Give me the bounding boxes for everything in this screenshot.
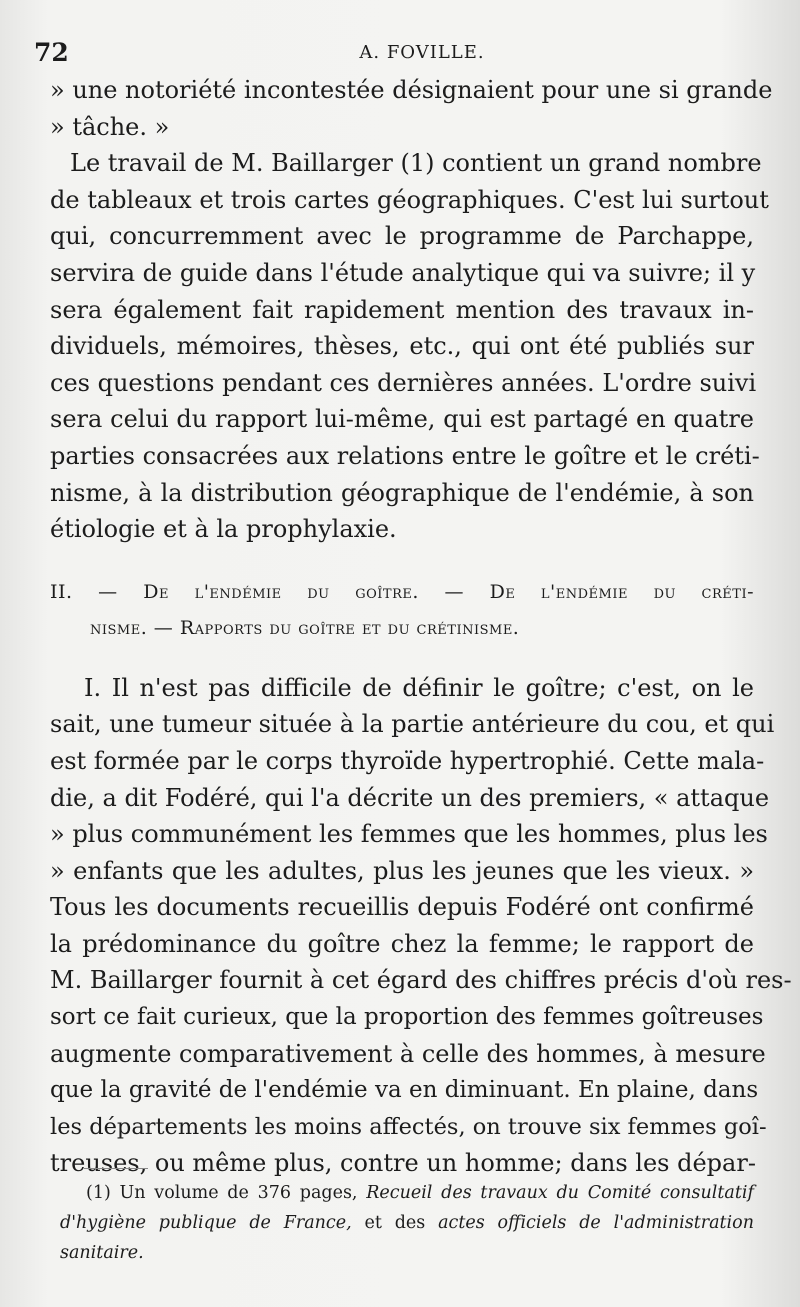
text-line: M. Baillarger fournit à cet égard des chiffres précis d'où res- [50, 966, 792, 995]
footnote-text: Un volume de 376 pages, [119, 1183, 358, 1203]
text-line: sera également fait rapidement mention des travaux in- [50, 295, 754, 324]
footnote-rule [84, 1168, 148, 1169]
page-header [34, 38, 770, 72]
text-line: treuses, ou même plus, contre un homme; dans les dépar- [50, 1149, 756, 1178]
text-line: sait, une tumeur située à la partie antérieure du cou, et qui [50, 710, 775, 739]
text-line: sort ce fait curieux, que la proportion des femmes goîtreuses [50, 1004, 764, 1031]
text-line: est formée par le corps thyroïde hypertrophié. Cette mala- [50, 746, 765, 775]
footnote [60, 1178, 754, 1268]
text-line: que la gravité de l'endémie va en diminuant. En plaine, dans [50, 1077, 759, 1104]
text-line: dividuels, mémoires, thèses, etc., qui ont été publiés sur [50, 332, 754, 361]
text-line: » plus communément les femmes que les hommes, plus les [50, 820, 768, 849]
text-line: die, a dit Fodéré, qui l'a décrite un des premiers, « attaque [50, 783, 770, 812]
text-line: parties consacrées aux relations entre le goître et le créti- [50, 441, 760, 470]
footnote-line [60, 1238, 754, 1268]
paragraph-continuation [50, 72, 773, 145]
text-line: sera celui du rapport lui-même, qui est partagé en quatre [50, 405, 754, 434]
footnote-title: d'hygiène publique de France, [60, 1213, 352, 1233]
text-line: I. Il n'est pas difficile de définir le goître; c'est, on le [84, 673, 754, 702]
spacer [50, 646, 754, 670]
footnote-line [60, 1178, 754, 1208]
footnote-title: actes officiels de l'administration [438, 1213, 754, 1233]
text-line: de tableaux et trois cartes géographiques. C'est lui surtout [50, 185, 769, 214]
footnote-title: sanitaire. [60, 1243, 144, 1263]
footnote-line [60, 1208, 754, 1238]
text-line: ces questions pendant ces dernières années. L'ordre suivi [50, 368, 757, 397]
text-line: la prédominance du goître chez la femme; le rapport de [50, 929, 754, 958]
text-line: les départements les moins affectés, on trouve six femmes goî- [50, 1113, 767, 1140]
paragraph-goitre-definition [50, 670, 792, 1182]
footnote-text: et des [364, 1213, 426, 1233]
text-line: servira de guide dans l'étude analytique qui va suivre; il y [50, 258, 756, 287]
section-heading-line: II. — De l'endémie du goître. — De l'endémie du créti- [50, 580, 754, 603]
text-line: nisme, à la distribution géographique de l'endémie, à son [50, 478, 754, 507]
text-line: augmente comparativement à celle des hommes, à mesure [50, 1039, 766, 1068]
page-number: 72 [34, 38, 69, 67]
footnote-title: Recueil des travaux du Comité consultatif [366, 1183, 754, 1203]
text-line: » tâche. » [50, 112, 170, 141]
text-line: étiologie et à la prophylaxie. [50, 515, 397, 544]
text-line: » enfants que les adultes, plus les jeunes que les vieux. » [50, 856, 754, 885]
section-heading [50, 574, 754, 646]
footnote-marker: (1) [86, 1183, 111, 1203]
running-head: A. FOVILLE. [359, 42, 485, 63]
text-line: Le travail de M. Baillarger (1) contient un grand nombre [70, 149, 762, 178]
text-line: Tous les documents recueillis depuis Fodéré ont confirmé [50, 893, 754, 922]
paragraph-baillarger [50, 145, 769, 548]
section-heading-line: nisme. — Rapports du goître et du crétinisme. [90, 616, 520, 639]
text-line: qui, concurremment avec le programme de Parchappe, [50, 222, 754, 251]
text-line: » une notoriété incontestée désignaient pour une si grande [50, 76, 773, 104]
spacer [50, 548, 754, 574]
page-body [50, 72, 792, 1182]
